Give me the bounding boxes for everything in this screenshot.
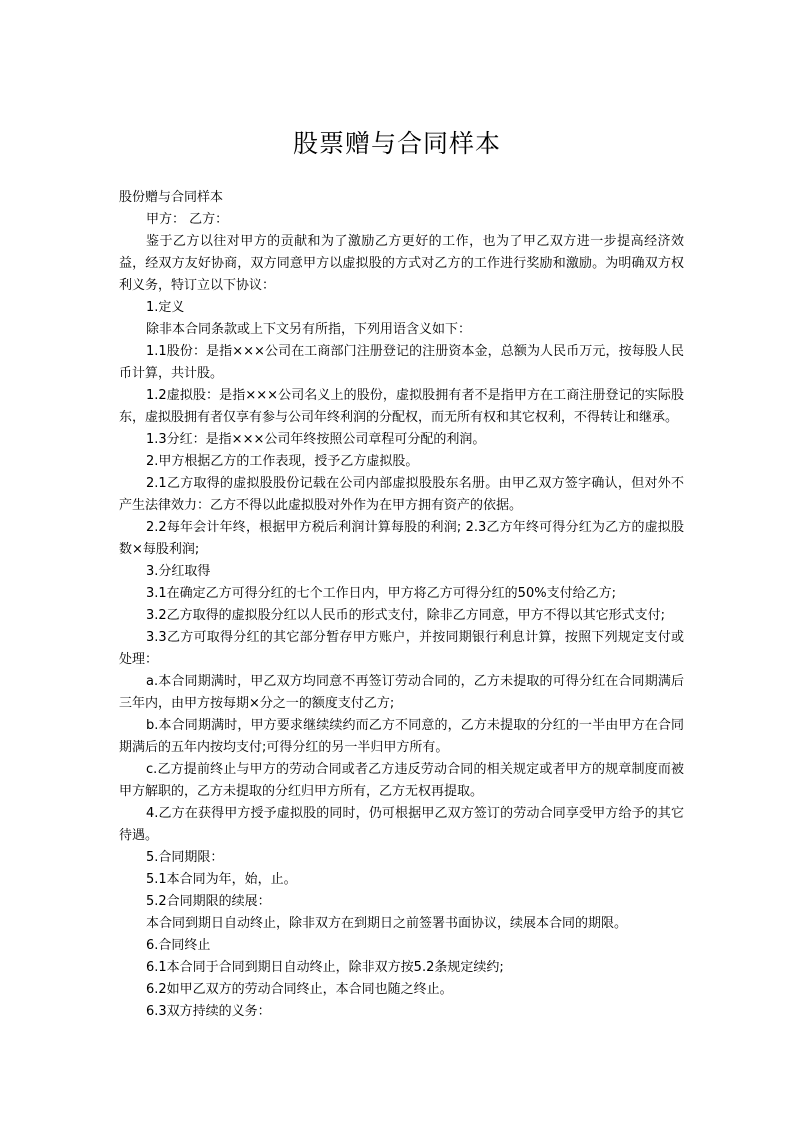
document-paragraph: a.本合同期满时，甲乙双方均同意不再签订劳动合同的，乙方未提取的可得分红在合同期满后三年内，由甲方按每期×分之一的额度支付乙方; (119, 674, 684, 711)
document-paragraph: 1.定义 (146, 300, 185, 315)
document-paragraph: 6.1本合同于合同到期日自动终止，除非双方按5.2条规定续约; (146, 960, 504, 975)
document-paragraph: 2.甲方根据乙方的工作表现，授予乙方虚拟股。 (146, 454, 419, 469)
document-paragraph: 鉴于乙方以往对甲方的贡献和为了激励乙方更好的工作，也为了甲乙双方进一步提高经济效益，经双方友好协商，双方同意甲方以虚拟股的方式对乙方的工作进行奖励和激励。为明确双方权利义务，特订立以下协议： (119, 234, 684, 293)
document-paragraph: 2.1乙方取得的虚拟股股份记载在公司内部虚拟股股东名册。由甲乙双方签字确认，但对外不产生法律效力：乙方不得以此虚拟股对外作为在甲方拥有资产的依据。 (119, 476, 684, 513)
document-paragraph: 5.合同期限： (146, 850, 224, 865)
document-paragraph: 5.1本合同为年，始，止。 (146, 872, 297, 887)
document-paragraph: c.乙方提前终止与甲方的劳动合同或者乙方违反劳动合同的相关规定或者甲方的规章制度而被甲方解职的，乙方未提取的分红归甲方所有，乙方无权再提取。 (119, 762, 684, 799)
document-paragraph: 3.1在确定乙方可得分红的七个工作日内，甲方将乙方可得分红的50%支付给乙方; (146, 586, 616, 601)
document-title: 股票赠与合同样本 (292, 129, 501, 158)
document-paragraph: 股份赠与合同样本 (119, 190, 224, 205)
document-paragraph: 甲方： 乙方： (146, 212, 229, 227)
document-paragraph: 5.2合同期限的续展： (146, 894, 271, 909)
document-paragraph: 1.2虚拟股：是指×××公司名义上的股份，虚拟股拥有者不是指甲方在工商注册登记的实际股东，虚拟股拥有者仅享有参与公司年终利润的分配权，而无所有权和其它权利，不得转让和继承。 (119, 388, 684, 425)
document-paragraph: 1.1股份：是指×××公司在工商部门注册登记的注册资本金，总额为人民币万元，按每股人民币计算，共计股。 (119, 344, 684, 381)
document-paragraph: 4.乙方在获得甲方授予虚拟股的同时，仍可根据甲乙双方签订的劳动合同享受甲方给予的其它待遇。 (119, 806, 684, 843)
document-paragraph: b.本合同期满时，甲方要求继续续约而乙方不同意的，乙方未提取的分红的一半由甲方在合同期满后的五年内按均支付;可得分红的另一半归甲方所有。 (119, 718, 684, 755)
document-paragraph: 2.2每年会计年终，根据甲方税后利润计算每股的利润; 2.3乙方年终可得分红为乙方的虚拟股数×每股利润; (119, 520, 684, 557)
document-paragraph: 除非本合同条款或上下文另有所指，下列用语含义如下： (146, 322, 472, 337)
document-paragraph: 3.分红取得 (146, 564, 211, 579)
document-paragraph: 本合同到期日自动终止，除非双方在到期日之前签署书面协议，续展本合同的期限。 (146, 916, 628, 931)
document-paragraph: 6.3双方持续的义务： (146, 1004, 271, 1019)
document-paragraph: 3.2乙方取得的虚拟股分红以人民币的形式支付，除非乙方同意，甲方不得以其它形式支付; (146, 608, 666, 623)
document-paragraph: 3.3乙方可取得分红的其它部分暂存甲方账户，并按同期银行利息计算，按照下列规定支付或处理： (119, 630, 684, 667)
document-paragraph: 1.3分红：是指×××公司年终按照公司章程可分配的利润。 (146, 432, 486, 447)
document-paragraph: 6.合同终止 (146, 938, 211, 953)
document-body (119, 187, 684, 1023)
document-paragraph: 6.2如甲乙双方的劳动合同终止，本合同也随之终止。 (146, 982, 453, 997)
